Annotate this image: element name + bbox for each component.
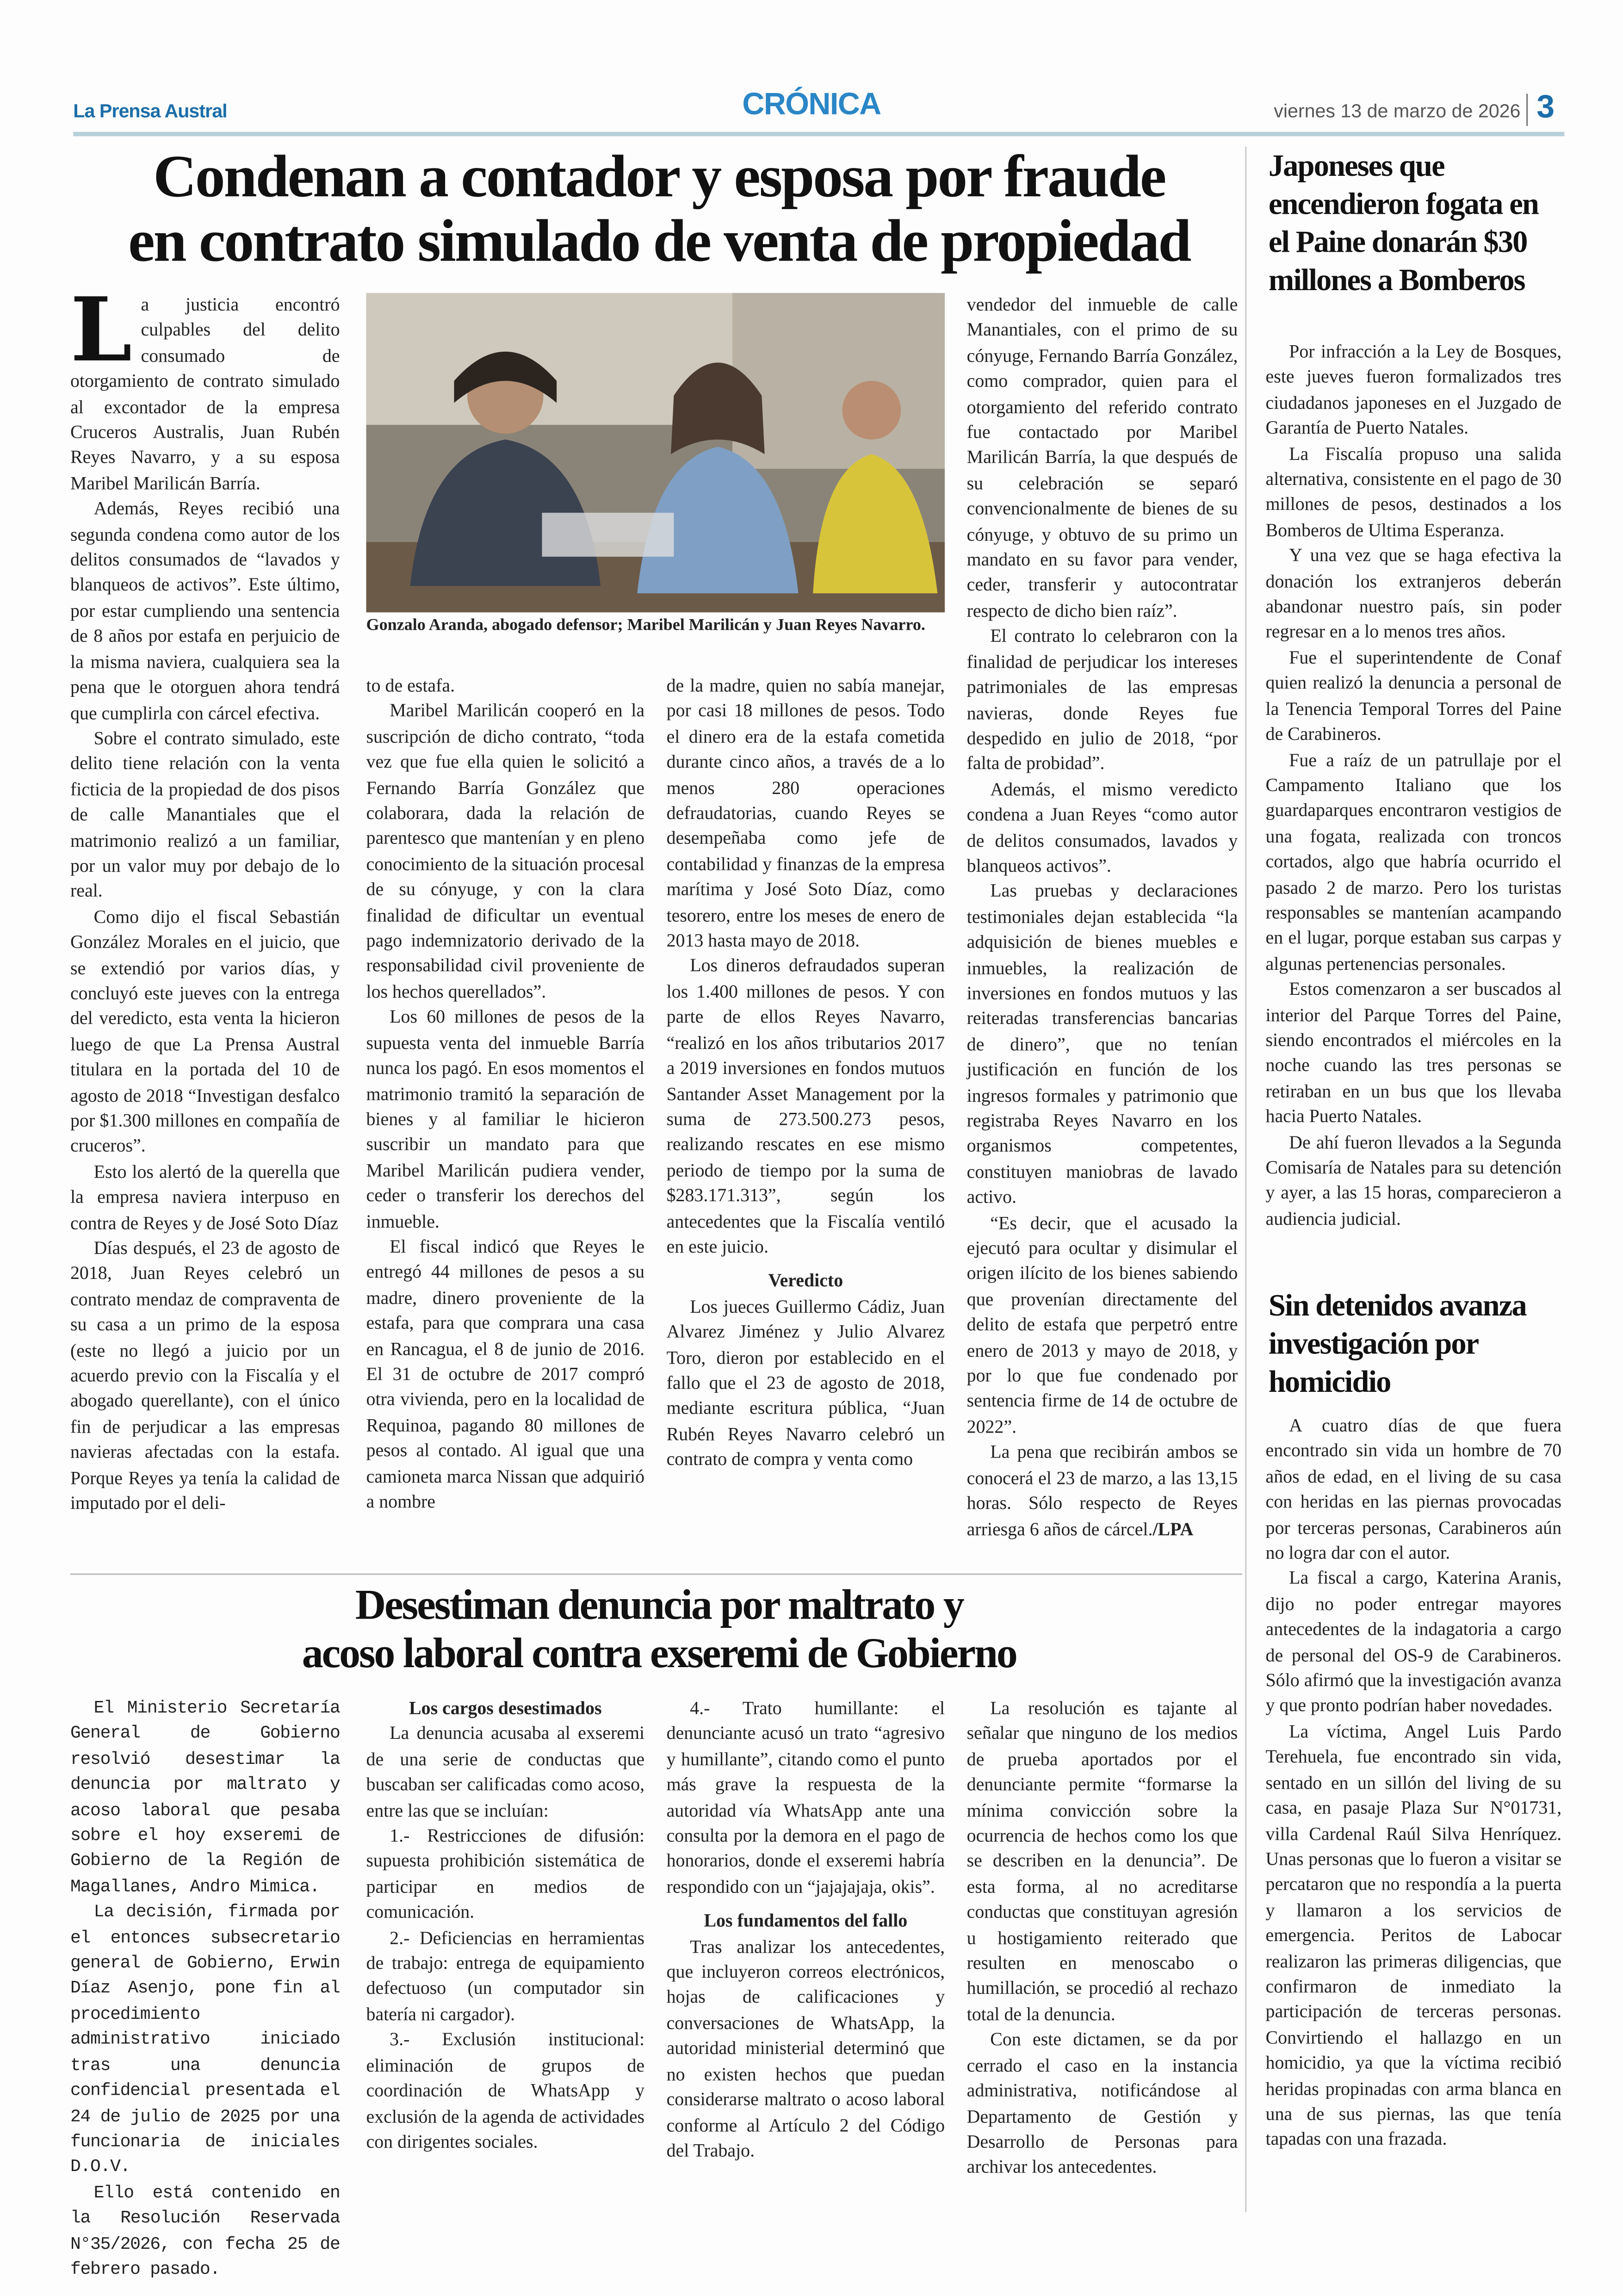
paragraph: to de estafa. (366, 675, 455, 696)
main-headline (88, 143, 1231, 273)
subheading-veredicto: Veredicto (768, 1271, 843, 1291)
paragraph: El Ministerio Secretaría General de Gobierno resolvió desestimar la denuncia por maltrato y acoso laboral que pesaba sobre el hoy exseremi de Gobierno de la Región de Magallanes, Andro Mimica. (70, 1698, 340, 1897)
photo-caption: Gonzalo Aranda, abogado defensor; Maribel Marilicán y Juan Reyes Navarro. (366, 616, 925, 634)
paragraph: 2.- Deficiencias en herramientas de trabajo: entrega de equipamiento defectuoso (un computador sin batería ni cargador). (366, 1927, 645, 2025)
issue-date: viernes 13 de marzo de 2026 (1274, 99, 1521, 122)
bottom-article-col4 (967, 1696, 1238, 2181)
paragraph: Además, el mismo veredicto condena a Juan Reyes “como autor de delitos consumados, lavados y blanqueos activos”. (966, 779, 1238, 876)
header-separator (1526, 94, 1528, 126)
section-rule (70, 1573, 1242, 1575)
paragraph: Fue a raíz de un patrullaje por el Campamento Italiano que los guardaparques encontraron vestigios de una fogata, realizada con troncos cortados, algo que habría ocurrido el pasado 2 de marzo. Pero los turistas responsables se mantenían acampando en el lugar, porque estaban sus carpas y algunas pertenencias personales. (1265, 749, 1562, 974)
drop-cap: L (70, 279, 132, 383)
paragraph: Estos comenzaron a ser buscados al interior del Parque Torres del Paine, siendo encontrados el miércoles en la noche cuando las tres personas se retiraban en un bus que los llevaba hacia Puerto Natales. (1265, 979, 1562, 1127)
bottom-headline-line2: acoso laboral contra exseremi de Gobierno (302, 1630, 1016, 1678)
paragraph: Los dineros defraudados superan los 1.400 millones de pesos. Y con parte de ellos Reyes Navarro, “realizó en los años tributarios 2017 a 2019 inversiones en fondos mutuos Santander Asset Management por la suma de 273.500.273 pesos, realizando rescates en ese mismo periodo de tiempo por la suma de $283.171.313”, según los antecedentes que la Fiscalía ventiló en este juicio. (666, 956, 945, 1257)
paragraph-text: La pena que recibirán ambos se conocerá el 23 de marzo, a las 13,15 horas. Sólo respecto de Reyes arriesga 6 años de cárcel. (966, 1442, 1238, 1539)
paragraph: 3.- Exclusión institucional: eliminación de grupos de coordinación de WhatsApp y exclusión de la agenda de actividades con dirigentes sociales. (366, 2029, 645, 2152)
bottom-headline (88, 1582, 1231, 1679)
paragraph: Tras analizar los antecedentes, que incluyeron correos electrónicos, hojas de calificaciones y conversaciones de WhatsApp, la autoridad ministerial determinó que no existen hechos que puedan considerarse maltrato o acoso laboral conforme al Artículo 2 del Código del Trabajo. (666, 1936, 945, 2161)
paragraph: Los jueces Guillermo Cádiz, Juan Alvarez Jiménez y Julio Alvarez Toro, dieron por establecido en el fallo que el 23 de agosto de 2018, mediante escritura pública, “Juan Rubén Reyes Navarro celebró un contrato de compra y venta como (666, 1296, 945, 1470)
paragraph: Con este dictamen, se da por cerrado el caso en la instancia administrativa, notificándose al Departamento de Gestión y Desarrollo de Personas para archivar los antecedentes. (966, 2029, 1238, 2178)
paragraph: La denuncia acusaba al exseremi de una serie de conductas que buscaban ser calificadas como acoso, entre las que se incluían: (366, 1723, 645, 1821)
paragraph: Ello está contenido en la Resolución Reservada N°35/2026, con fecha 25 de febrero pasado. (70, 2182, 340, 2280)
subheading-fundamentos: Los fundamentos del fallo (704, 1911, 908, 1931)
paragraph: Fue el superintendente de Conaf quien realizó la denuncia a personal de la Tenencia Temporal Torres del Paine de Carabineros. (1265, 647, 1562, 745)
paragraph: De ahí fueron llevados a la Segunda Comisaría de Natales para su detención y ayer, a las 15 horas, comparecieron a audiencia judicial. (1265, 1132, 1562, 1229)
side-article-1-body (1266, 340, 1562, 1233)
subheading-cargos: Los cargos desestimados (409, 1698, 602, 1719)
paragraph: La decisión, firmada por el entonces subsecretario general de Gobierno, Erwin Díaz Asenjo, pone fin al procedimiento administrativo iniciado tras una denuncia confidencial presentada el 24 de julio de 2025 por una funcionaria de iniciales D.O.V. (70, 1902, 340, 2178)
page-number: 3 (1536, 87, 1555, 125)
author-signature: /LPA (1152, 1518, 1194, 1539)
paragraph: 4.- Trato humillante: el denunciante acusó un trato “agresivo y humillante”, citando como el punto más grave la respuesta de la autoridad vía WhatsApp ante una consulta por la demora en el pago de honorarios, donde el exseremi habría respondido con un “jajajajaja, okis”. (666, 1698, 945, 1897)
paragraph: Y una vez que se haga efectiva la donación los extranjeros deberán abandonar nuestro país, sin poder regresar en a lo menos tres años. (1265, 545, 1562, 643)
paragraph: Como dijo el fiscal Sebastián González Morales en el juicio, que se extendió por varios días, y concluyó este jueves con la entrega del veredicto, esta venta la hicieron luego de que La Prensa Austral titulara en la portada del 10 de agosto de 2018 “Investigan desfalco por $1.300 millones en compañía de cruceros”. (70, 906, 340, 1157)
paragraph: a justicia encontró culpables del delito consumado de otorgamiento de contrato simulado al excontador de la empresa Cruceros Australis, Juan Rubén Reyes Navarro, y a su esposa Maribel Marilicán Barría. (70, 294, 340, 494)
paragraph: Sobre el contrato simulado, este delito tiene relación con la venta ficticia de la propiedad de dos pisos de calle Manantiales que el matrimonio realizó a un familiar, por un valor muy por debajo de lo real. (70, 728, 340, 902)
paragraph (967, 1440, 1238, 1542)
paragraph: Los 60 millones de pesos de la supuesta venta del inmueble Barría nunca los pagó. En esos momentos el matrimonio tramitó la separación de bienes y al familiar le hicieron suscribir un mandato para que Maribel Marilicán pudiera vender, ceder o transferir los derechos del inmueble. (366, 1007, 645, 1232)
paragraph: 1.- Restricciones de difusión: supuesta prohibición sistemática de participar en medios de comunicación. (366, 1825, 645, 1923)
bottom-article-col1 (70, 1696, 340, 2283)
bottom-headline-line1: Desestiman denuncia por maltrato y (355, 1582, 963, 1629)
main-article-col2 (366, 674, 645, 1515)
side-article-1-headline: Japoneses que encendieron fogata en el Paine donarán $30 millones a Bomberos (1268, 148, 1538, 298)
paragraph: La Fiscalía propuso una salida alternativa, consistente en el pago de 30 millones de pesos, destinados a los Bomberos de Ultima Esperanza. (1265, 443, 1562, 540)
court-photo (366, 293, 945, 612)
side-article-2-body (1266, 1414, 1562, 2153)
paragraph: La fiscal a cargo, Katerina Aranis, dijo no poder entregar mayores antecedentes de la indagatoria a cargo de personal del OS-9 de Carabineros. Sólo afirmó que la investigación avanza y que pronto podrían haber novedades. (1265, 1568, 1562, 1716)
newspaper-name: La Prensa Austral (73, 99, 227, 122)
paragraph: La resolución es tajante al señalar que ninguno de los medios de prueba aportados por el denunciante permite “formarse la mínima convicción sobre la ocurrencia de hechos como los que se describen en la denuncia”. De esta forma, al no acreditarse conductas que constituyan agresión u hostigamiento reiterado que resulten en menoscabo o humillación, se procedió al rechazo total de la denuncia. (966, 1698, 1238, 2025)
paragraph: Las pruebas y declaraciones testimoniales dejan establecida “la adquisición de bienes muebles e inmuebles, la realización de inversiones en fondos mutuos y las reiteradas transferencias bancarias de dinero”, que no tenían justificación en función de los ingresos formales y patrimonio que registraba Reyes Navarro en los organismos competentes, constituyen maniobras de lavado activo. (966, 881, 1238, 1208)
side-article-2-headline: Sin detenidos avanza investigación por homicidio (1268, 1288, 1526, 1399)
paragraph: Por infracción a la Ley de Bosques, este jueves fueron formalizados tres ciudadanos japoneses en el Juzgado de Garantía de Puerto Natales. (1265, 341, 1562, 439)
paragraph: El contrato lo celebraron con la finalidad de perjudicar los intereses patrimoniales de las empresas navieras, donde Reyes fue despedido en julio de 2018, “por falta de probidad”. (966, 626, 1238, 774)
paragraph: vendedor del inmueble de calle Manantiales, con el primo de su cónyuge, Fernando Barría González, como comprador, quien para el otorgamiento del referido contrato fue contactado por Maribel Marilicán Barría, la que después de su celebración se separó convencionalmente de bienes de su cónyuge, y obtuvo de su primo un mandato en su favor para vender, ceder, transferir y autocontratar respecto de dicho bien raíz”. (966, 294, 1238, 621)
bottom-article-col2 (366, 1696, 645, 2155)
main-article-col4 (967, 293, 1238, 1542)
paragraph: Esto los alertó de la querella que la empresa naviera interpuso en contra de Reyes y de José Soto Díaz (70, 1161, 340, 1233)
bottom-article-col3 (667, 1696, 945, 2164)
column-divider (1245, 147, 1246, 2212)
paragraph: Días después, el 23 de agosto de 2018, Juan Reyes celebró un contrato mendaz de compraventa de su casa a un primo de la esposa (este no llegó a juicio por un acuerdo previo con la Fiscalía y el abogado querellante), con el único fin de perjudicar a las empresas navieras afectadas con la estafa. Porque Reyes ya tenía la calidad de imputado por el deli- (70, 1238, 340, 1514)
header-rule (73, 132, 1564, 136)
section-title: CRÓNICA (742, 87, 881, 122)
main-headline-line2: en contrato simulado de venta de propiedad (128, 206, 1190, 274)
main-headline-line1: Condenan a contador y esposa por fraude (153, 142, 1165, 210)
paragraph: “Es decir, que el acusado la ejecutó para ocultar y disimular el origen ilícito de los bienes sabiendo que provenían directamente del delito de estafa que perpetró entre enero de 2013 y mayo de 2018, y por lo que fue condenado por sentencia firme de 14 de octubre de 2022”. (966, 1212, 1238, 1437)
main-article-col1 (70, 279, 340, 1517)
paragraph: Además, Reyes recibió una segunda condena como autor de los delitos consumados de “lavados y blanqueos de activos”. Este último, por estar cumpliendo una sentencia de 8 años por estafa en perjuicio de la misma naviera, cualquiera sea la pena que le otorguen ahora tendrá que cumplirla con cárcel efectiva. (70, 498, 340, 723)
paragraph: de la madre, quien no sabía manejar, por casi 18 millones de pesos. Todo el dinero era de la estafa cometida durante cinco años, a través de a lo menos 280 operaciones defraudatorias, cuando Reyes se desempeñaba como jefe de contabilidad y finanzas de la empresa marítima y José Soto Díaz, como tesorero, entre los meses de enero de 2013 hasta mayo de 2018. (666, 675, 945, 951)
paragraph: Maribel Marilicán cooperó en la suscripción de dicho contrato, “toda vez que fue ella quien le solicitó a Fernando Barría González que colaborara, dada la relación de parentesco que mantenían y en pleno conocimiento de la situación procesal de su cónyuge, y con la clara finalidad de dificultar un eventual pago indemnizatorio derivado de la responsabilidad civil proveniente de los hechos querellados”. (366, 701, 645, 1002)
paragraph: El fiscal indicó que Reyes le entregó 44 millones de pesos a su madre, dinero proveniente de la estafa, para que comprara una casa en Rancagua, el 8 de junio de 2016. El 31 de octubre de 2017 compró otra vivienda, pero en la localidad de Requinoa, pagando 80 millones de pesos al contado. Al igual que una camioneta marca Nissan que adquirió a nombre (366, 1236, 645, 1512)
paragraph: La víctima, Angel Luis Pardo Terehuela, fue encontrado sin vida, sentado en un sillón del living de su casa, en pasaje Plaza Sur N°01731, villa Cardenal Raúl Silva Henríquez. Unas personas que lo fueron a visitar se percataron que no respondía a la puerta y llamaron a los servicios de emergencia. Peritos de Labocar realizaron las primeras diligencias, que confirmaron de inmediato la participación de terceras personas. Convirtiendo el hallazgo en un homicidio, ya que la víctima recibió heridas propinadas con arma blanca en una de sus piernas, las que tenía tapadas con una frazada. (1265, 1721, 1562, 2150)
paragraph: A cuatro días de que fuera encontrado sin vida un hombre de 70 años de edad, en el living de su casa con heridas en las piernas provocadas por terceras personas, Carabineros aún no logra dar con el autor. (1265, 1415, 1562, 1564)
main-article-col3 (667, 674, 945, 1473)
